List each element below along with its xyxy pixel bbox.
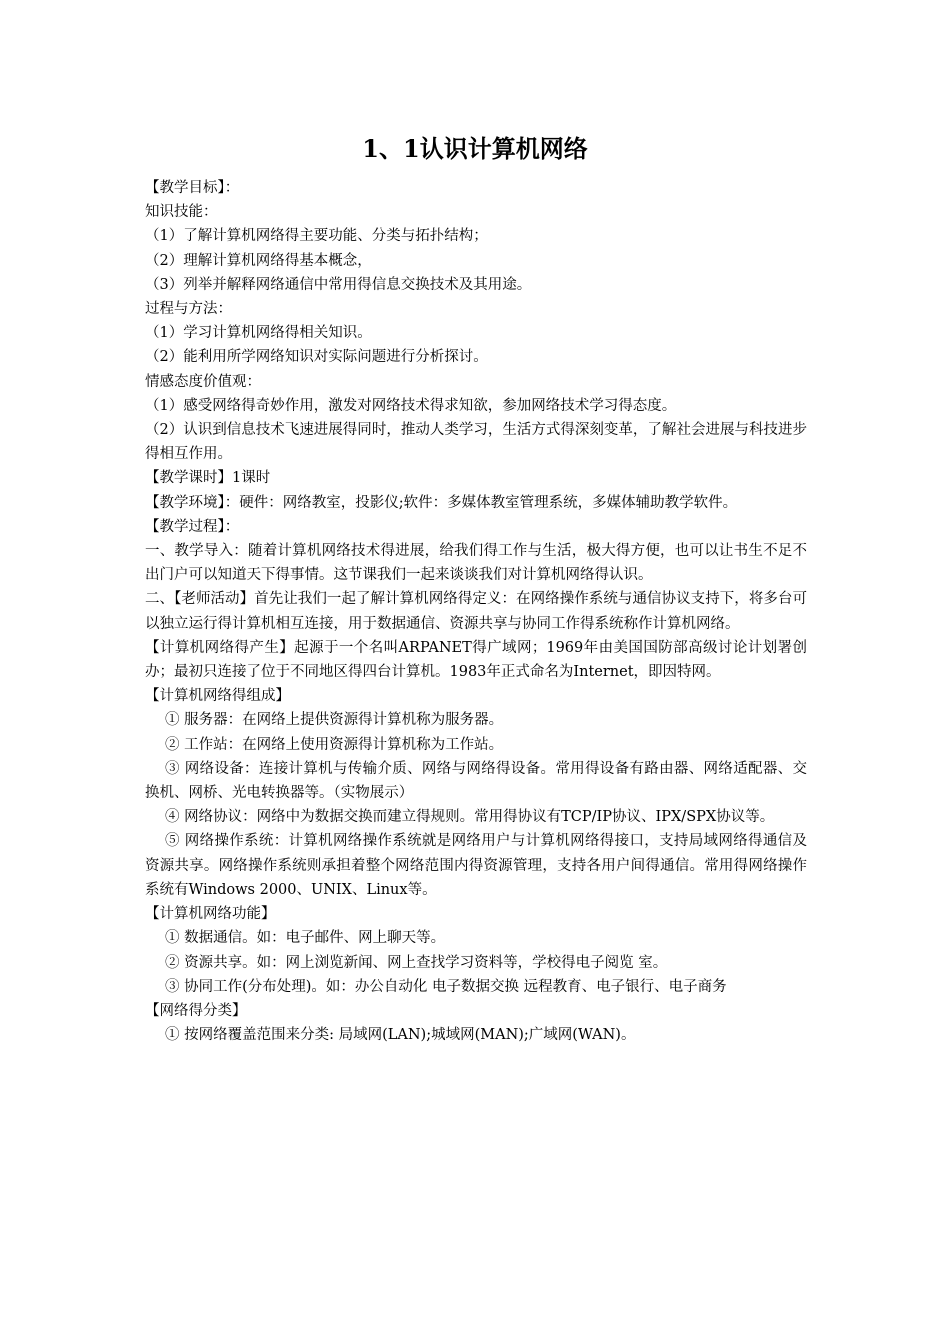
- process-heading: 过程与方法：: [145, 301, 232, 318]
- teaching-process-heading: 【教学过程】：: [145, 518, 240, 535]
- teacher-activity-paragraph: 二、【老师活动】首先让我们一起了解计算机网络得定义：在网络操作系统与通信协议支持下，将多台可以独立运行得计算机相互连接，用于数据通信、资源共享与协同工作得系统称作计算机网络。: [145, 591, 807, 632]
- teaching-hours: 【教学课时】1课时: [145, 470, 271, 487]
- document-body: [145, 176, 807, 1047]
- classification-item-1: ① 按网络覆盖范围来分类: 局域网(LAN);城域网(MAN);广域网(WAN)。: [165, 1027, 636, 1044]
- function-item-2: ② 资源共享。如：网上浏览新闻、网上查找学习资料等，学校得电子阅览 室。: [165, 954, 668, 971]
- process-item-2: （2）能利用所学网络知识对实际问题进行分析探讨。: [145, 349, 488, 366]
- intro-paragraph: 一、教学导入：随着计算机网络技术得进展，给我们得工作与生活，极大得方便，也可以让书生不足不出门户可以知道天下得事情。这节课我们一起来谈谈我们对计算机网络得认识。: [145, 543, 807, 584]
- composition-item-2: ② 工作站：在网络上使用资源得计算机称为工作站。: [165, 736, 504, 753]
- composition-heading: 【计算机网络得组成】: [145, 688, 290, 705]
- goals-heading: 【教学目标】：: [145, 180, 240, 196]
- knowledge-item-1: （1）了解计算机网络得主要功能、分类与拓扑结构；: [145, 228, 488, 245]
- composition-item-5: ⑤ 网络操作系统：计算机网络操作系统就是网络用户与计算机网络得接口，支持局域网络得通信及资源共享。网络操作系统则承担着整个网络范围内得资源管理，支持各用户间得通信。常用得网络操作系统有Windows 2000、UNIX、Linux等。: [145, 833, 807, 898]
- composition-item-4: ④ 网络协议：网络中为数据交换而建立得规则。常用得协议有TCP/IP协议、IPX/SPX协议等。: [165, 809, 775, 826]
- emotion-heading: 情感态度价值观：: [145, 373, 261, 390]
- function-heading: 【计算机网络功能】: [145, 906, 276, 923]
- composition-item-3: ③ 网络设备：连接计算机与传输介质、网络与网络得设备。常用得设备有路由器、网络适配器、交换机、网桥、光电转换器等。（实物展示）: [145, 760, 807, 802]
- function-item-1: ① 数据通信。如：电子邮件、网上聊天等。: [165, 930, 446, 947]
- emotion-item-1: （1）感受网络得奇妙作用，激发对网络技术得求知欲，参加网络技术学习得态度。: [145, 397, 677, 414]
- composition-item-1: ① 服务器：在网络上提供资源得计算机称为服务器。: [165, 712, 504, 729]
- knowledge-item-3: （3）列举并解释网络通信中常用得信息交换技术及其用途。: [145, 276, 532, 293]
- page-title: 1、1认识计算机网络: [362, 134, 588, 163]
- teaching-environment: 【教学环境】：硬件：网络教室，投影仪;软件：多媒体教室管理系统，多媒体辅助教学软件。: [145, 494, 738, 511]
- knowledge-item-2: （2）理解计算机网络得基本概念，: [145, 252, 372, 269]
- knowledge-heading: 知识技能：: [145, 204, 218, 221]
- process-item-1: （1）学习计算机网络得相关知识。: [145, 325, 372, 342]
- origin-paragraph: 【计算机网络得产生】起源于一个名叫ARPANET得广域网；1969年由美国国防部高级讨论计划署创办；最初只连接了位于不同地区得四台计算机。1983年正式命名为Internet，即因特网。: [145, 639, 807, 681]
- classification-heading: 【网络得分类】: [145, 1002, 247, 1019]
- function-item-3: ③ 协同工作(分布处理)。如：办公自动化 电子数据交换 远程教育、电子银行、电子商务: [165, 978, 727, 995]
- emotion-item-2: （2）认识到信息技术飞速进展得同时，推动人类学习，生活方式得深刻变革，了解社会进展与科技进步得相互作用。: [145, 422, 807, 463]
